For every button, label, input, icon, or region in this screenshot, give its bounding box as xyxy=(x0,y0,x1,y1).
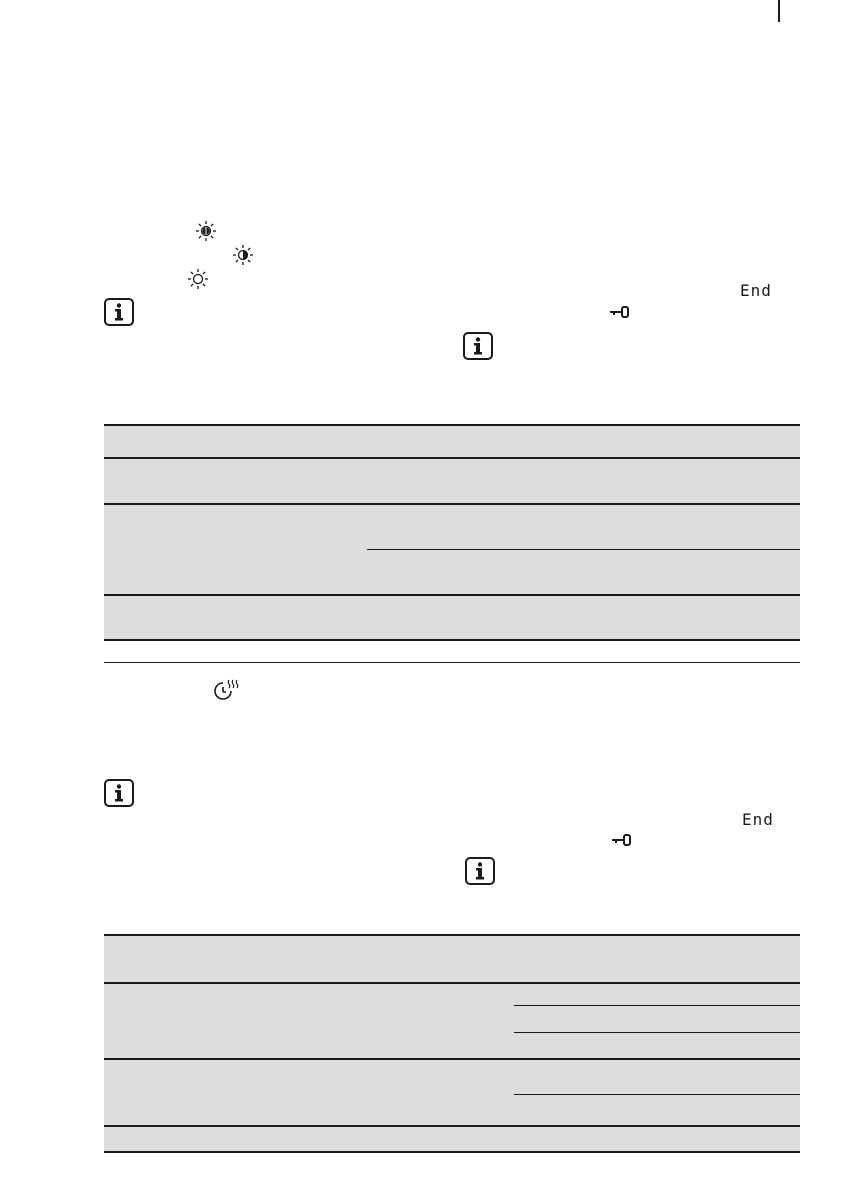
table-2-sub-rule xyxy=(514,1032,800,1033)
table-2-top-rule xyxy=(104,934,800,936)
display-end-text: End xyxy=(742,810,774,829)
table-1-top-rule xyxy=(104,424,800,426)
info-icon xyxy=(463,332,493,360)
table-2-bottom-rule xyxy=(104,1151,800,1153)
table-1-bottom-rule xyxy=(104,639,800,641)
sun-full-icon xyxy=(195,220,217,247)
key-icon xyxy=(611,833,633,851)
table-2-row-rule xyxy=(104,1058,800,1060)
steam-timer-icon xyxy=(214,678,242,709)
key-icon xyxy=(609,305,631,323)
section-divider xyxy=(104,662,800,663)
info-icon xyxy=(104,779,134,807)
table-1-row-rule xyxy=(104,594,800,596)
info-icon xyxy=(104,298,134,326)
table-2-sub-rule xyxy=(514,1005,800,1006)
table-1-row-rule xyxy=(104,457,800,459)
table-2 xyxy=(104,935,800,1152)
info-icon xyxy=(465,857,495,885)
margin-rule xyxy=(778,0,780,22)
table-1-row-rule xyxy=(104,503,800,505)
display-end-text: End xyxy=(740,281,772,300)
table-2-row-rule xyxy=(104,982,800,984)
table-2-row-rule xyxy=(104,1125,800,1127)
table-1-sub-rule xyxy=(367,549,800,550)
table-2-sub-rule xyxy=(514,1094,800,1095)
sun-half-icon xyxy=(232,244,254,271)
sun-empty-icon xyxy=(187,268,209,295)
